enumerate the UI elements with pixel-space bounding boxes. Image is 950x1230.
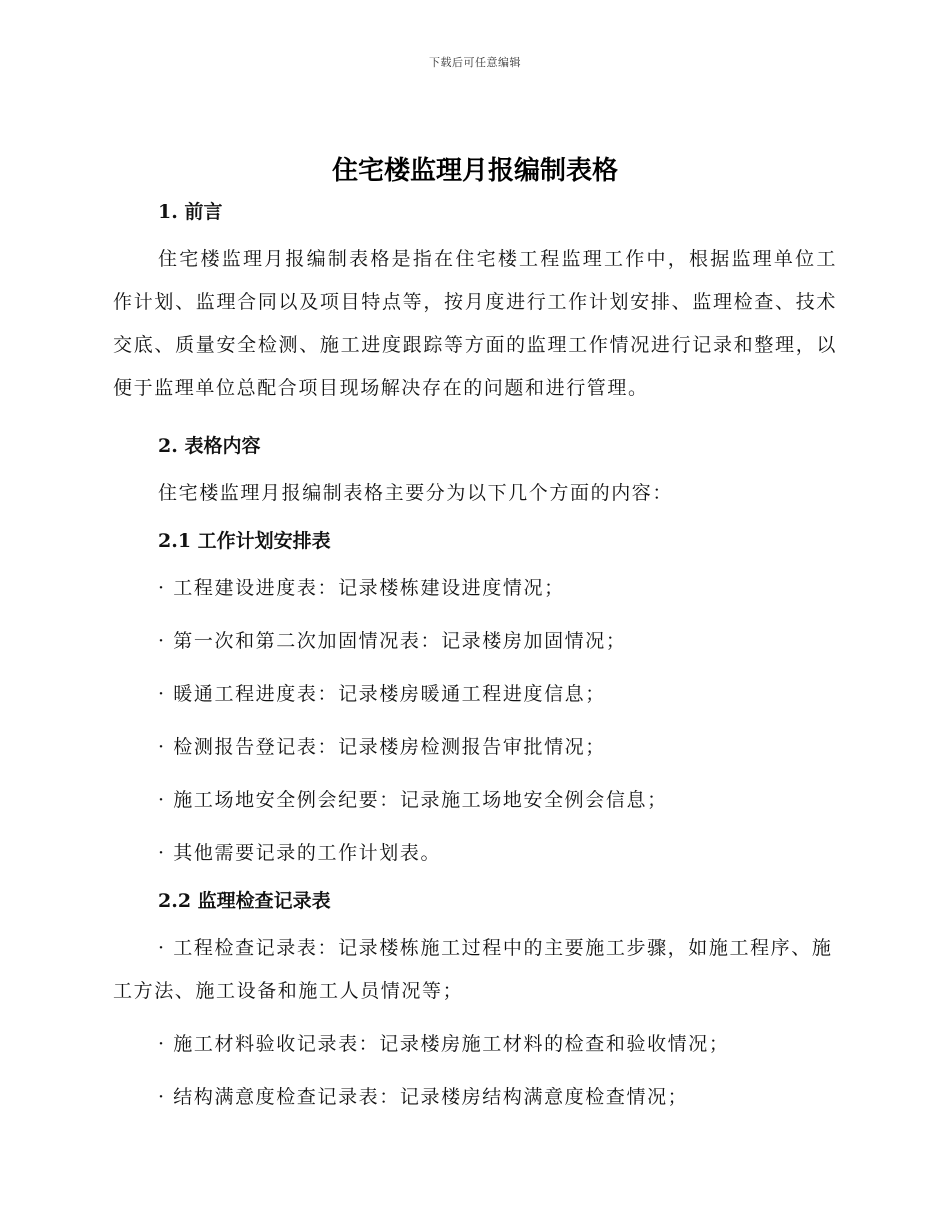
list-item: · 施工场地安全例会纪要：记录施工场地安全例会信息；	[158, 789, 668, 811]
table-content-paragraph: 住宅楼监理月报编制表格主要分为以下几个方面的内容：	[158, 482, 674, 504]
list-item: · 其他需要记录的工作计划表。	[158, 842, 442, 864]
list-item: · 暖通工程进度表：记录楼房暖通工程进度信息；	[158, 683, 606, 705]
header-note: 下载后可任意编辑	[429, 56, 521, 69]
section-heading-table-content: 2. 表格内容	[158, 435, 261, 457]
subsection-heading-work-plan: 2.1 工作计划安排表	[158, 530, 331, 552]
list-item: · 工程检查记录表：记录楼栋施工过程中的主要施工步骤，如施工程序、施工方法、施工设备和施工人员情况等；	[113, 937, 833, 1002]
list-item: · 结构满意度检查记录表：记录楼房结构满意度检查情况；	[158, 1086, 689, 1108]
subsection-heading-inspection: 2.2 监理检查记录表	[158, 890, 331, 912]
list-item: · 工程建设进度表：记录楼栋建设进度情况；	[158, 577, 565, 599]
list-item: · 检测报告登记表：记录楼房检测报告审批情况；	[158, 736, 606, 758]
section-heading-preface: 1. 前言	[158, 201, 223, 223]
document-body	[113, 196, 837, 1119]
preface-paragraph: 住宅楼监理月报编制表格是指在住宅楼工程监理工作中，根据监理单位工作计划、监理合同以及项目特点等，按月度进行工作计划安排、监理检查、技术交底、质量安全检测、施工进度跟踪等方面的监理工作情况进行记录和整理，以便于监理单位总配合项目现场解决存在的问题和进行管理。	[113, 248, 837, 399]
document-title: 住宅楼监理月报编制表格	[331, 156, 618, 186]
list-item: · 第一次和第二次加固情况表：记录楼房加固情况；	[158, 630, 627, 652]
list-item: · 施工材料验收记录表：记录楼房施工材料的检查和验收情况；	[158, 1033, 730, 1055]
